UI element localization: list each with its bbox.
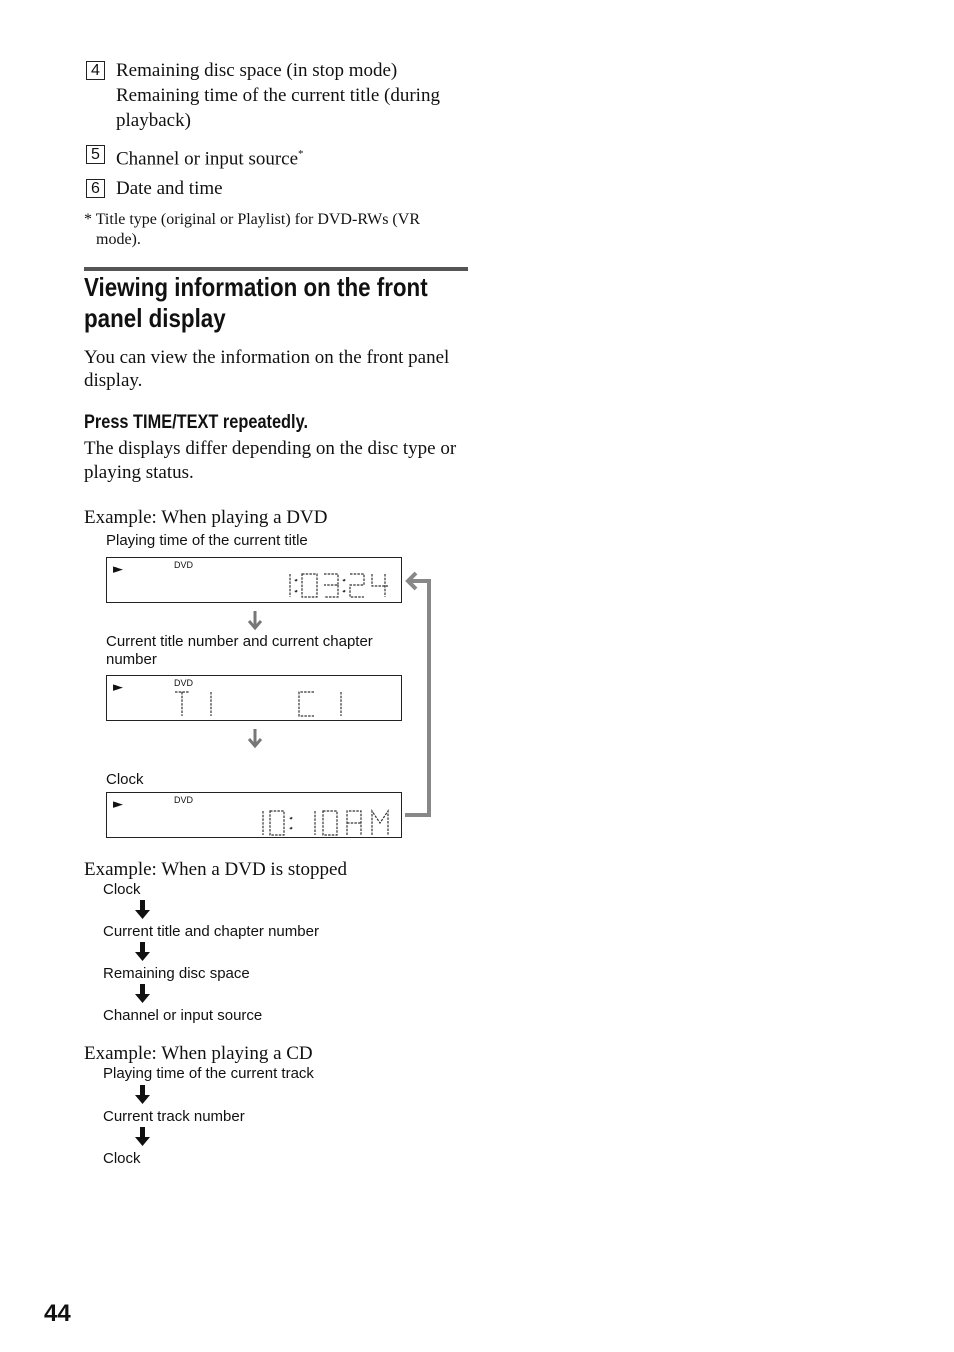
display-caption xyxy=(106,633,373,669)
intro-line: display. xyxy=(84,370,143,391)
segment-readout-time xyxy=(107,558,403,604)
down-arrow-icon xyxy=(248,611,262,631)
play-indicator-icon: ► xyxy=(113,680,123,695)
instruction-line: playing status. xyxy=(84,462,194,483)
step-label: Clock xyxy=(103,881,141,898)
step-label: Clock xyxy=(103,1150,141,1167)
loop-back-arrow xyxy=(405,570,435,822)
list-item-line: Remaining time of the current title (during xyxy=(116,85,440,106)
footnote-marker: * xyxy=(298,148,304,160)
play-indicator-icon: ► xyxy=(113,562,123,577)
list-item xyxy=(116,142,304,171)
caption-line: number xyxy=(106,651,157,668)
step-label: Current track number xyxy=(103,1108,245,1125)
dvd-indicator: DVD xyxy=(174,678,194,688)
example-heading: Example: When a DVD is stopped xyxy=(84,859,347,880)
front-panel-display xyxy=(106,675,402,721)
item-number-box: 4 xyxy=(86,61,105,80)
footnote-line: mode). xyxy=(96,231,141,248)
step-label: Remaining disc space xyxy=(103,965,250,982)
section-title xyxy=(84,272,428,334)
list-item-line: Remaining disc space (in stop mode) xyxy=(116,60,398,81)
dvd-indicator: DVD xyxy=(174,560,194,570)
down-arrow-icon xyxy=(135,942,150,962)
footnote xyxy=(84,210,420,250)
section-intro xyxy=(84,346,449,392)
play-indicator-icon: ► xyxy=(113,797,123,812)
step-label: Channel or input source xyxy=(103,1007,263,1024)
front-panel-display xyxy=(106,557,402,603)
down-arrow-icon xyxy=(248,729,262,749)
footnote-line: * Title type (original or Playlist) for DVD-RWs (VR xyxy=(84,211,420,228)
front-panel-display xyxy=(106,792,402,838)
list-item-text: Channel or input source xyxy=(116,148,299,170)
list-item-line: playback) xyxy=(116,110,191,131)
page-number: 44 xyxy=(44,1300,71,1327)
item-number-box: 6 xyxy=(86,179,105,198)
list-item xyxy=(116,58,440,133)
down-arrow-icon xyxy=(135,1085,150,1105)
example-heading: Example: When playing a DVD xyxy=(84,507,328,528)
section-title-line: panel display xyxy=(84,303,226,333)
down-arrow-icon xyxy=(135,900,150,920)
display-caption: Playing time of the current title xyxy=(106,532,308,549)
intro-line: You can view the information on the front panel xyxy=(84,347,450,368)
segment-readout-clock xyxy=(107,793,403,839)
dvd-indicator: DVD xyxy=(174,795,194,805)
instruction-line: The displays differ depending on the disc type or xyxy=(84,438,457,459)
display-caption: Clock xyxy=(106,771,144,788)
step-label: Current title and chapter number xyxy=(103,923,319,940)
section-rule xyxy=(84,267,468,271)
instruction-text xyxy=(84,437,456,485)
down-arrow-icon xyxy=(135,984,150,1004)
down-arrow-icon xyxy=(135,1127,150,1147)
example-heading: Example: When playing a CD xyxy=(84,1043,313,1064)
instruction-title: Press TIME/TEXT repeatedly. xyxy=(84,412,309,433)
caption-line: Current title number and current chapter xyxy=(106,633,373,650)
list-item-text: Date and time xyxy=(116,178,223,199)
item-number-box: 5 xyxy=(86,145,105,164)
step-label: Playing time of the current track xyxy=(103,1065,314,1082)
section-title-line: Viewing information on the front xyxy=(84,272,428,302)
segment-readout-title-chapter xyxy=(107,676,403,722)
